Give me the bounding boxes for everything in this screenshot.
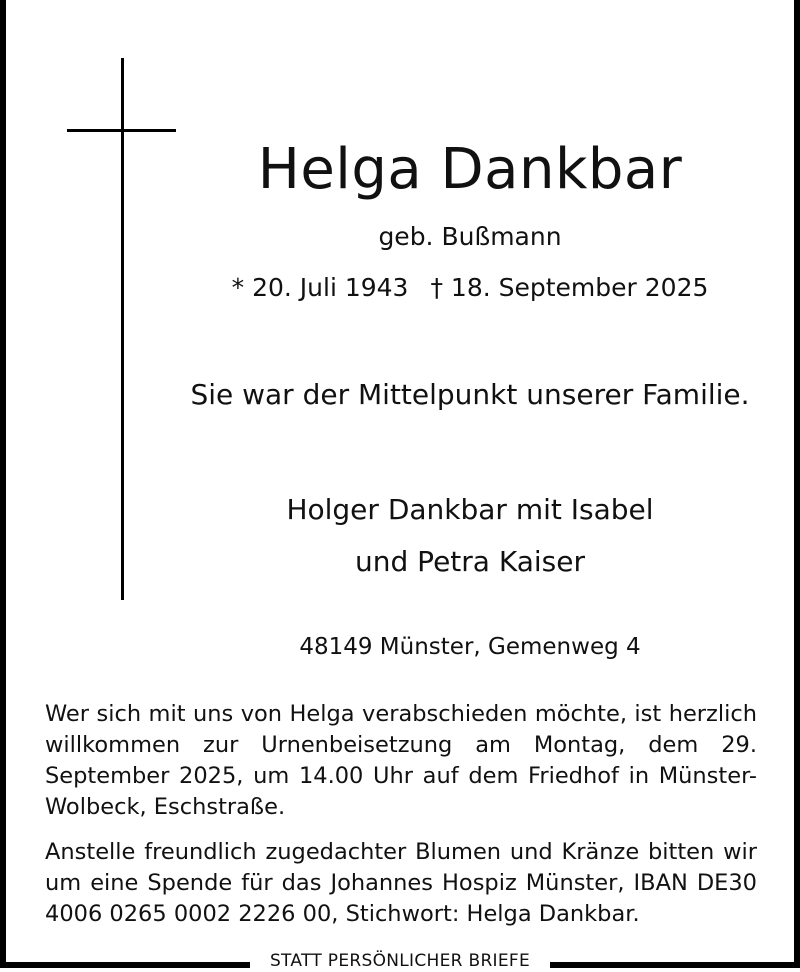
donation-paragraph: Anstelle freundlich zugedachter Blumen und Kränze bitten wir um eine Spende für das Johannes Hospiz Münster, IBAN DE30 4006 0265 0002 2226 00, Stichwort: Helga Dankbar. [45,839,757,927]
mourner-line: und Petra Kaiser [355,545,585,578]
mourner-line: Holger Dankbar mit Isabel [286,493,654,526]
mourners-block [120,484,800,588]
death-date: † 18. September 2025 [430,273,709,302]
cross-horizontal-bar [67,129,176,132]
birth-name: geb. Bußmann [378,222,562,251]
life-dates [200,272,740,304]
frame-left-border [0,0,6,968]
family-address: 48149 Münster, Gemenweg 4 [299,634,641,660]
deceased-name: Helga Dankbar [257,137,683,202]
birth-date: * 20. Juli 1943 [231,273,409,302]
motto: Sie war der Mittelpunkt unserer Familie. [190,378,750,411]
footer-label: STATT PERSÖNLICHER BRIEFE [269,951,531,971]
funeral-notice-paragraph: Wer sich mit uns von Helga verabschieden möchte, ist herzlich willkommen zur Urnenbeisetzung am Montag, dem 29. September 2025, um 14.00 Uhr auf dem Friedhof in Münster-Wolbeck, Eschstraße. [45,701,757,820]
